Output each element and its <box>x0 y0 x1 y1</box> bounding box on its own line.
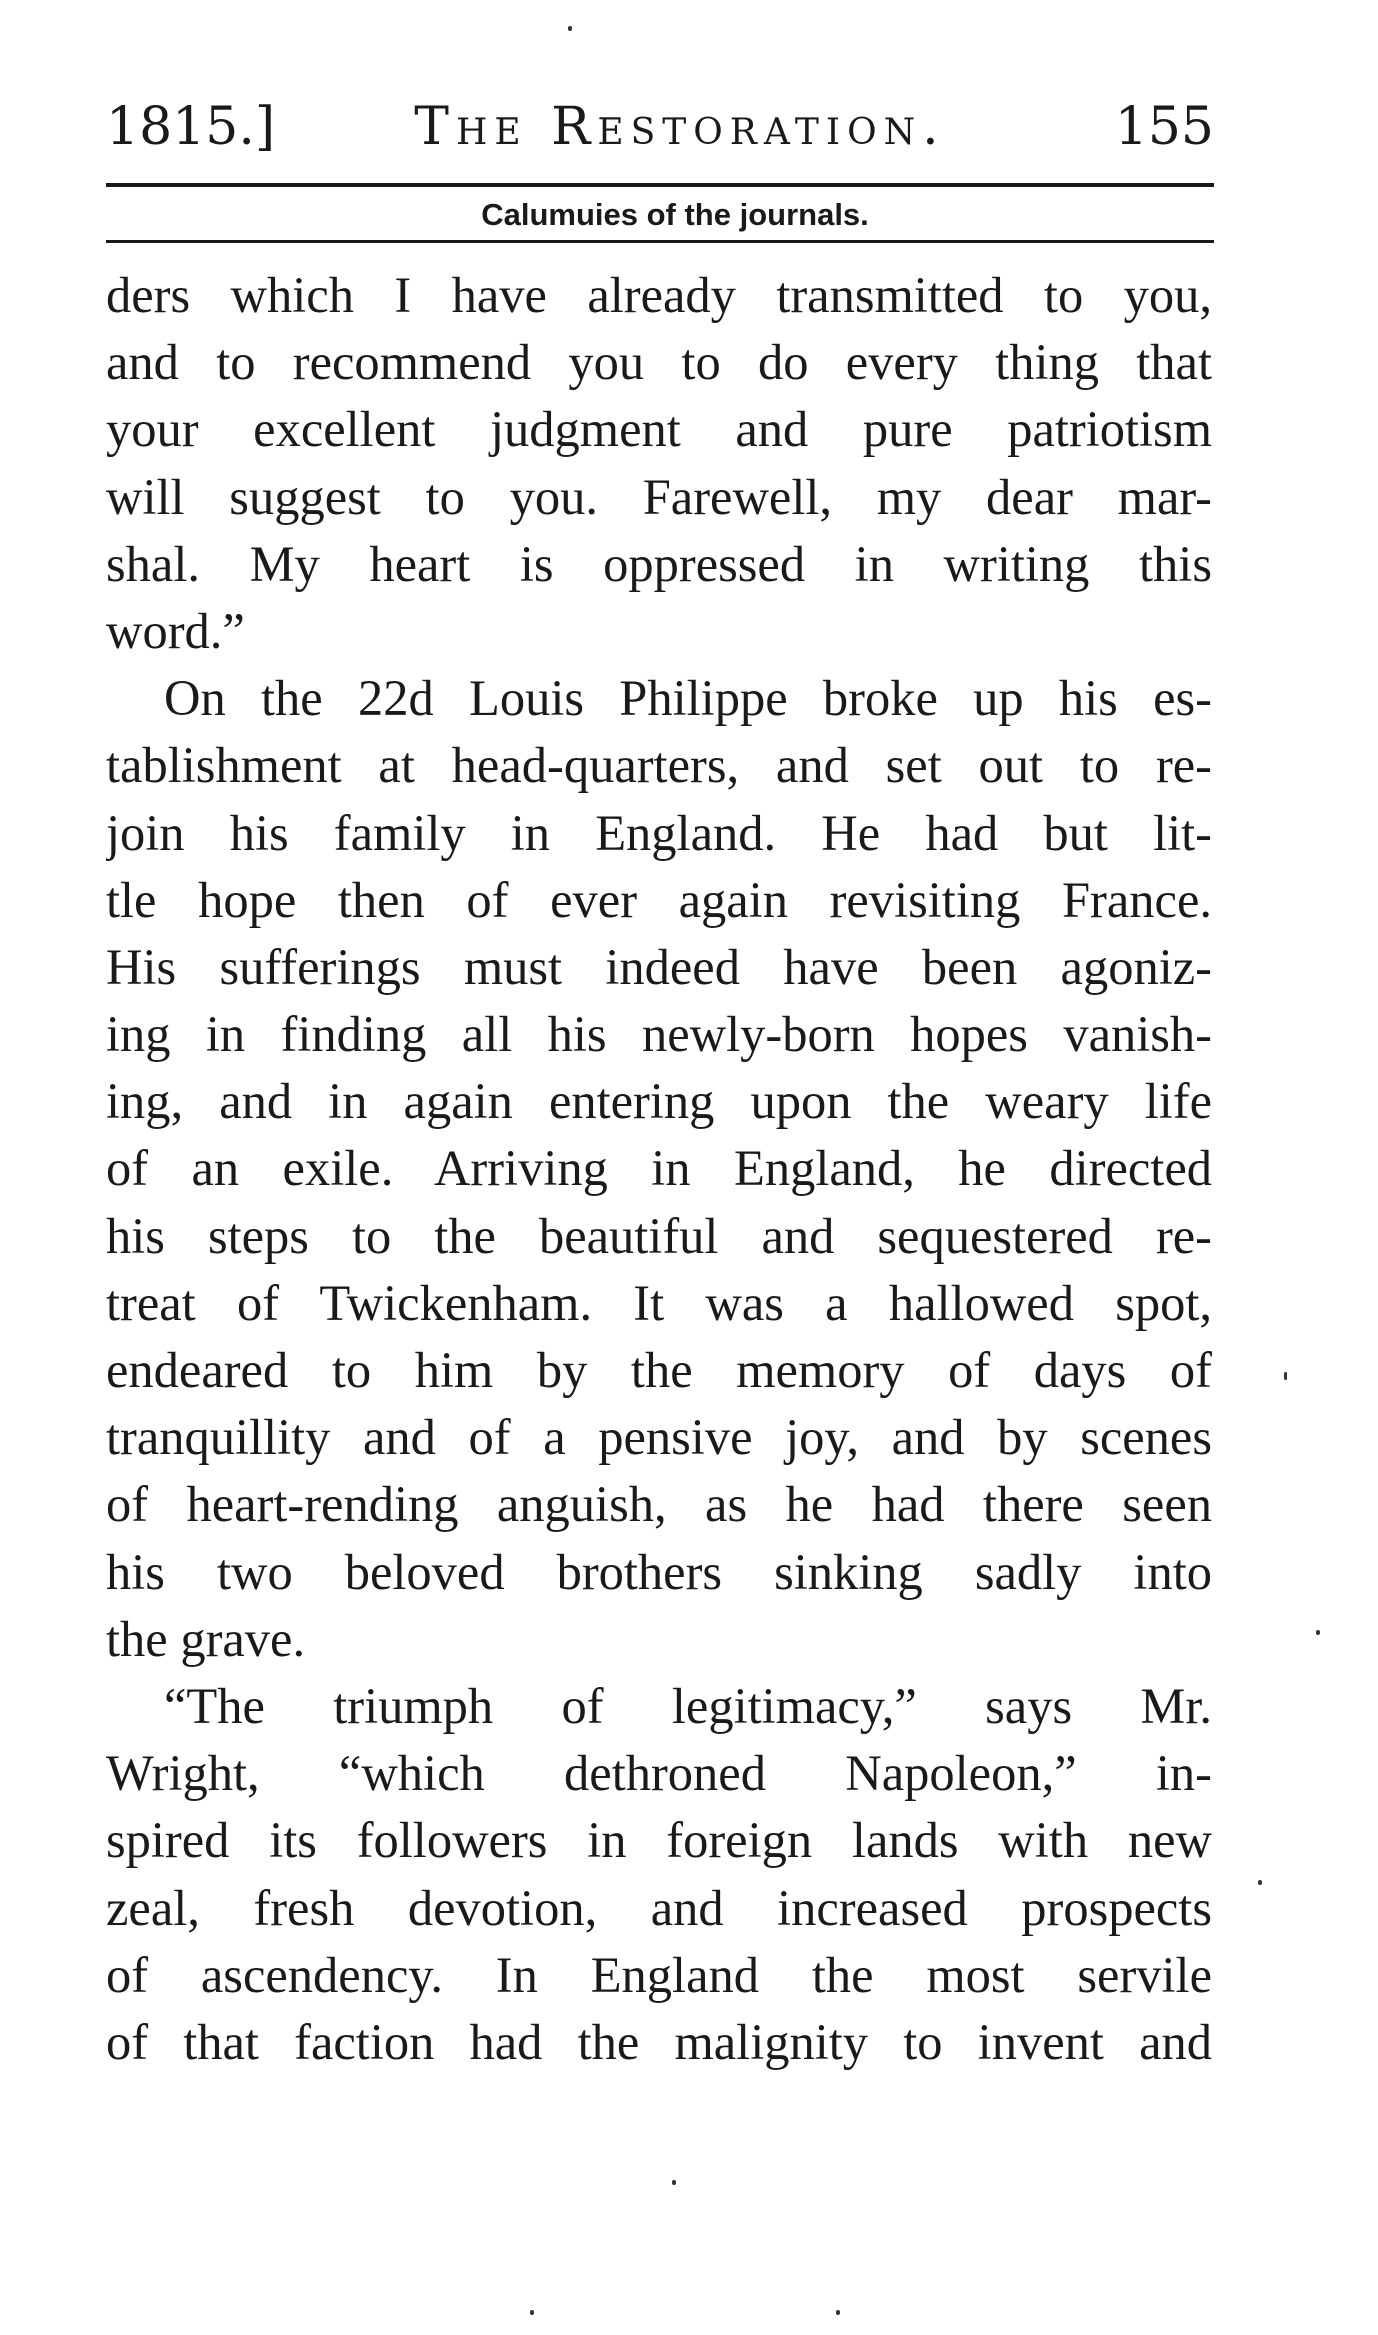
print-speck <box>1316 1630 1320 1635</box>
text-line: shal. My heart is oppressed in writing this <box>106 535 1212 592</box>
header-rule-bottom <box>106 240 1214 243</box>
text-line: spired its followers in foreign lands with new <box>106 1812 1212 1869</box>
text-line: His sufferings must indeed have been agoniz- <box>106 938 1212 995</box>
header-year: 1815.] <box>106 97 276 157</box>
text-line: ders which I have already transmitted to you, <box>106 267 1212 323</box>
text-line: endeared to him by the memory of days of <box>106 1342 1212 1398</box>
text-line: of an exile. Arriving in England, he directed <box>106 1140 1212 1197</box>
text-line: tranquillity and of a pensive joy, and by scenes <box>106 1409 1212 1466</box>
text-line: ing, and in again entering upon the weary life <box>106 1073 1212 1130</box>
body-text <box>106 262 1212 2076</box>
text-line: of heart-rending anguish, as he had there seen <box>106 1476 1212 1533</box>
text-line: “The triumph of legitimacy,” says Mr. <box>164 1677 1212 1734</box>
page-number: 155 <box>1114 97 1214 157</box>
text-line: word.” <box>106 602 245 659</box>
header-rule-top <box>106 183 1214 187</box>
text-line: ing in finding all his newly-born hopes vanish- <box>106 1006 1212 1063</box>
text-line: of that faction had the malignity to invent and <box>106 2013 1212 2070</box>
text-line: tablishment at head-quarters, and set out to re- <box>106 737 1212 794</box>
running-header <box>106 92 1214 162</box>
print-speck <box>1284 1372 1287 1380</box>
text-line: and to recommend you to do every thing that <box>106 334 1212 391</box>
text-line: of ascendency. In England the most servile <box>106 1946 1212 2003</box>
text-line: zeal, fresh devotion, and increased prospects <box>106 1879 1212 1936</box>
print-speck <box>836 2310 840 2315</box>
text-line: will suggest to you. Farewell, my dear mar- <box>106 468 1212 525</box>
header-title: The Restoration. <box>414 97 946 157</box>
text-line: join his family in England. He had but lit- <box>106 804 1212 861</box>
print-speck <box>672 2180 676 2185</box>
text-line: his steps to the beautiful and sequestered re- <box>106 1207 1212 1264</box>
print-speck <box>530 2310 534 2315</box>
print-speck <box>568 26 572 31</box>
text-line: your excellent judgment and pure patriotism <box>106 401 1212 458</box>
subheading: Calumuies of the journals. <box>481 197 869 232</box>
print-speck <box>1258 1880 1262 1885</box>
text-line: tle hope then of ever again revisiting France. <box>106 871 1212 928</box>
text-line: the grave. <box>106 1610 306 1667</box>
text-line: treat of Twickenham. It was a hallowed spot, <box>106 1274 1212 1331</box>
text-line: Wright, “which dethroned Napoleon,” in- <box>106 1745 1212 1802</box>
text-line: his two beloved brothers sinking sadly into <box>106 1543 1212 1600</box>
text-line: On the 22d Louis Philippe broke up his es- <box>164 670 1212 727</box>
